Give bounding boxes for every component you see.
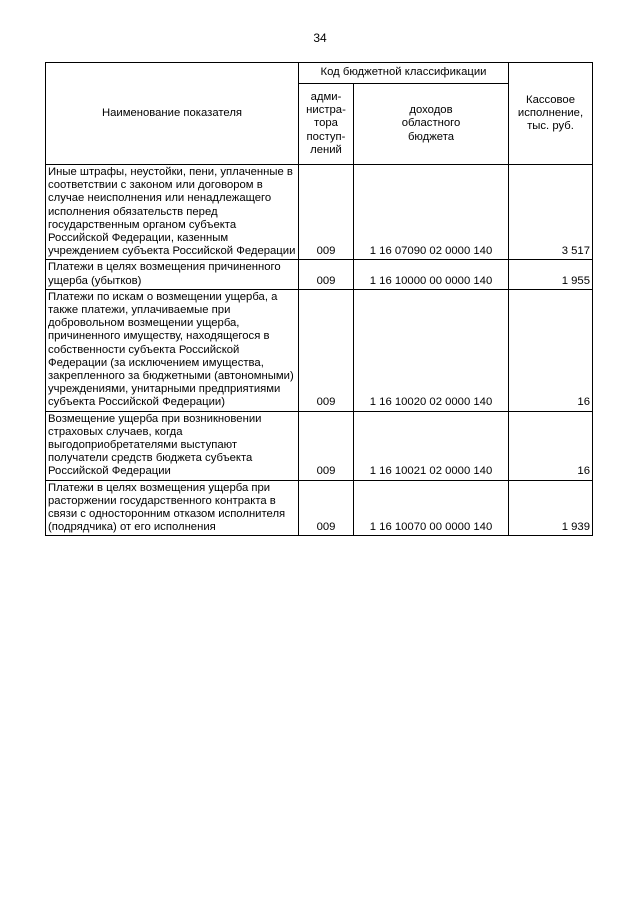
cash-amount: 1 939: [509, 480, 593, 536]
admin-code: 009: [299, 289, 354, 411]
table-row: [46, 289, 593, 411]
page-number: 34: [313, 31, 327, 45]
admin-code: 009: [299, 480, 354, 536]
cash-amount: 16: [509, 289, 593, 411]
header-regional-income: доходов областного бюджета: [354, 84, 509, 165]
admin-code: 009: [299, 165, 354, 260]
income-code: 1 16 10070 00 0000 140: [354, 480, 509, 536]
indicator-name: Платежи по искам о возмещении ущерба, а также платежи, уплачиваемые при добровольном возмещении ущерба, причиненного имуществу, находящегося в собственности субъекта Российской Федерации (за исключением имущества, закрепленного за бюджетными (автономными) учреждениями, унитарными предприятиями субъекта Российской Федерации): [46, 289, 299, 411]
table-row: [46, 165, 593, 260]
table-row: [46, 260, 593, 289]
header-administrator: адми- нистра- тора поступ- лений: [299, 84, 354, 165]
indicator-name: Платежи в целях возмещения причиненного ущерба (убытков): [46, 260, 299, 289]
cash-amount: 3 517: [509, 165, 593, 260]
cash-amount: 16: [509, 411, 593, 480]
header-cash-execution: Кассовое исполнение, тыс. руб.: [509, 63, 593, 165]
header-indicator-name: Наименование показателя: [46, 63, 299, 165]
income-code: 1 16 10000 00 0000 140: [354, 260, 509, 289]
admin-code: 009: [299, 260, 354, 289]
income-code: 1 16 10021 02 0000 140: [354, 411, 509, 480]
table-row: [46, 480, 593, 536]
cash-amount: 1 955: [509, 260, 593, 289]
admin-code: 009: [299, 411, 354, 480]
indicator-name: Иные штрафы, неустойки, пени, уплаченные в соответствии с законом или договором в случае неисполнения или ненадлежащего исполнения обязательств перед государственным органом субъекта Российской Федерации, казенным учреждением субъекта Российской Федерации: [46, 165, 299, 260]
budget-table: [45, 62, 593, 536]
indicator-name: Платежи в целях возмещения ущерба при расторжении государственного контракта в связи с односторонним отказом исполнителя (подрядчика) от его исполнения: [46, 480, 299, 536]
table-row: [46, 411, 593, 480]
header-budget-code-group: Код бюджетной классификации: [299, 63, 509, 84]
income-code: 1 16 10020 02 0000 140: [354, 289, 509, 411]
indicator-name: Возмещение ущерба при возникновении страховых случаев, когда выгодоприобретателями выступают получатели средств бюджета субъекта Российской Федерации: [46, 411, 299, 480]
income-code: 1 16 07090 02 0000 140: [354, 165, 509, 260]
